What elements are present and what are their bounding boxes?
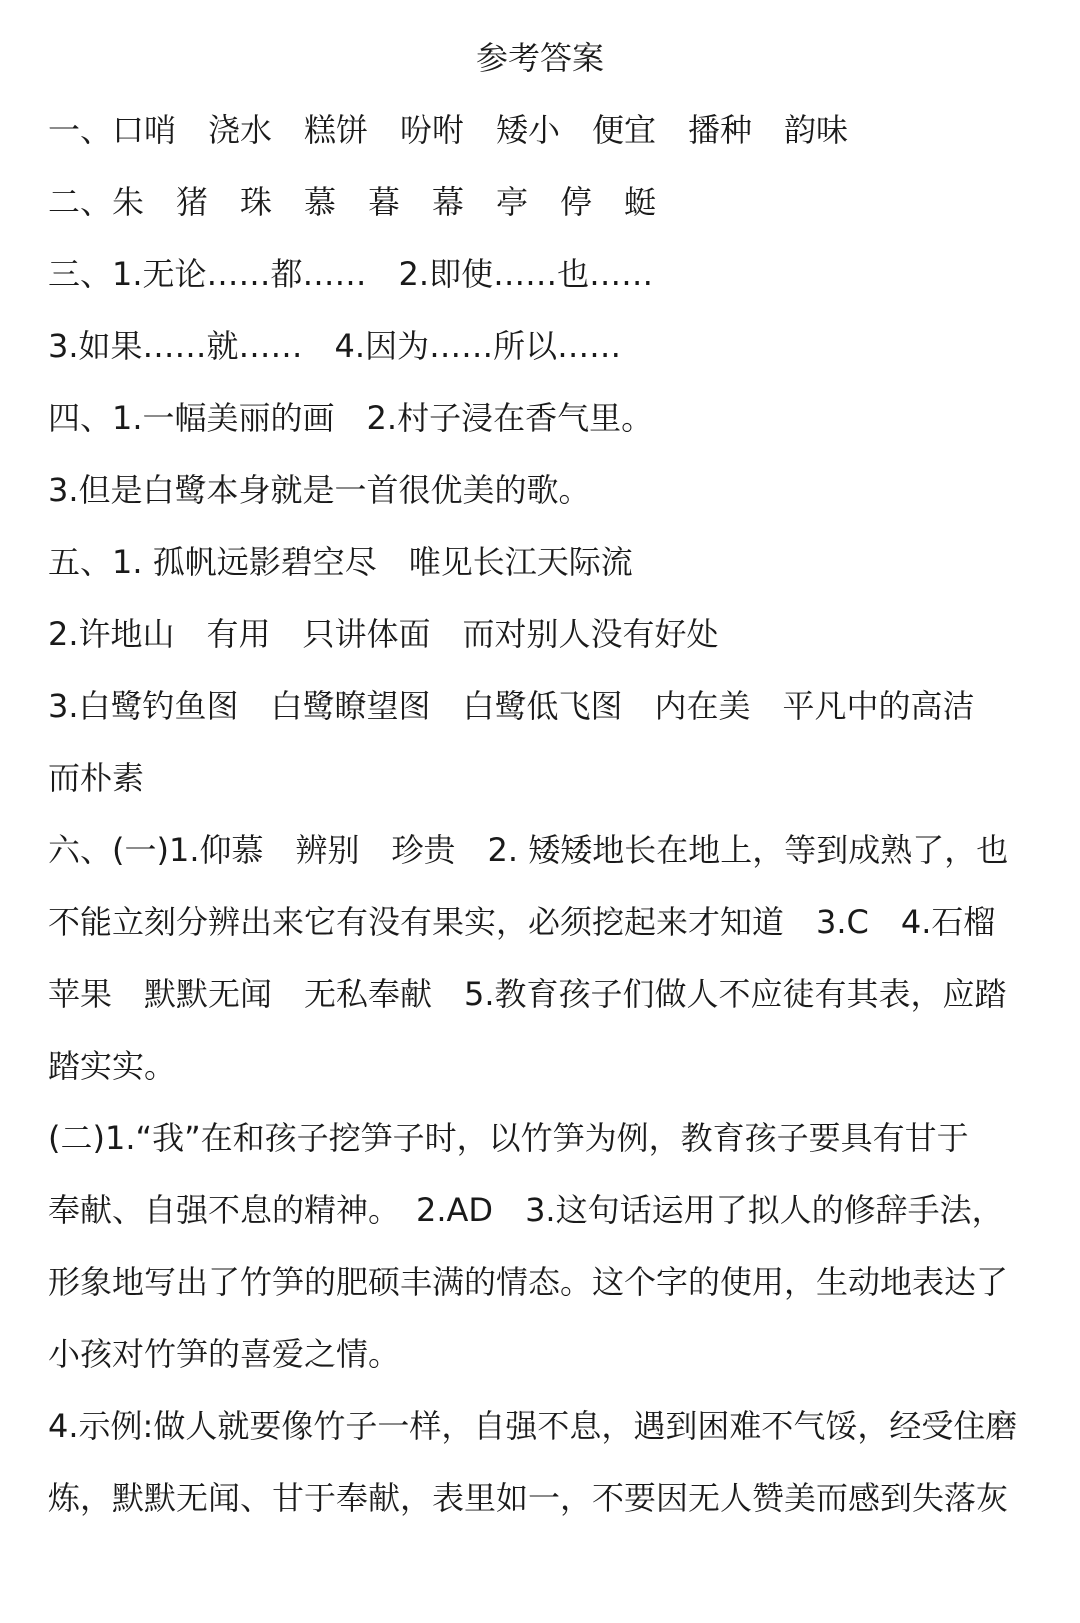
answer-line-1: 一、口哨 浇水 糕饼 吩咐 矮小 便宜 播种 韵味 [48,111,849,149]
answer-line-17: 形象地写出了竹笋的肥硕丰满的情态。这个字的使用，生动地表达了 [48,1263,1009,1301]
answer-line-10: 而朴素 [48,759,145,797]
answer-line-16: 奉献、自强不息的精神。 2.AD 3.这句话运用了拟人的修辞手法， [48,1191,1004,1229]
answer-line-3: 三、1.无论……都…… 2.即使……也…… [48,255,654,293]
answer-line-18: 小孩对竹笋的喜爱之情。 [48,1335,401,1373]
answer-line-19: 4.示例:做人就要像竹子一样，自强不息，遇到困难不气馁，经受住磨 [48,1407,1018,1445]
answer-line-15: (二)1.“我”在和孩子挖笋子时，以竹笋为例，教育孩子要具有甘于 [48,1119,969,1157]
answer-line-8: 2.许地山 有用 只讲体面 而对别人没有好处 [48,615,719,653]
answer-line-12: 不能立刻分辨出来它有没有果实，必须挖起来才知道 3.C 4.石榴 [48,903,996,941]
answer-line-7: 五、1. 孤帆远影碧空尽 唯见长江天际流 [48,543,633,581]
answer-line-5: 四、1.一幅美丽的画 2.村子浸在香气里。 [48,399,654,437]
answer-line-11: 六、(一)1.仰慕 辨别 珍贵 2. 矮矮地长在地上，等到成熟了，也 [48,831,1009,869]
answer-line-20: 炼，默默无闻、甘于奉献，表里如一，不要因无人赞美而感到失落灰 [48,1479,1009,1517]
answer-line-2: 二、朱 猪 珠 慕 暮 幕 亭 停 蜓 [48,183,657,221]
answer-line-14: 踏实实。 [48,1047,177,1085]
answer-line-4: 3.如果……就…… 4.因为……所以…… [48,327,622,365]
answer-line-6: 3.但是白鹭本身就是一首很优美的歌。 [48,471,591,509]
page-title: 参考答案 [475,39,604,77]
answer-line-13: 苹果 默默无闻 无私奉献 5.教育孩子们做人不应徒有其表，应踏 [48,975,1007,1013]
answer-line-9: 3.白鹭钓鱼图 白鹭瞭望图 白鹭低飞图 内在美 平凡中的高洁 [48,687,975,725]
